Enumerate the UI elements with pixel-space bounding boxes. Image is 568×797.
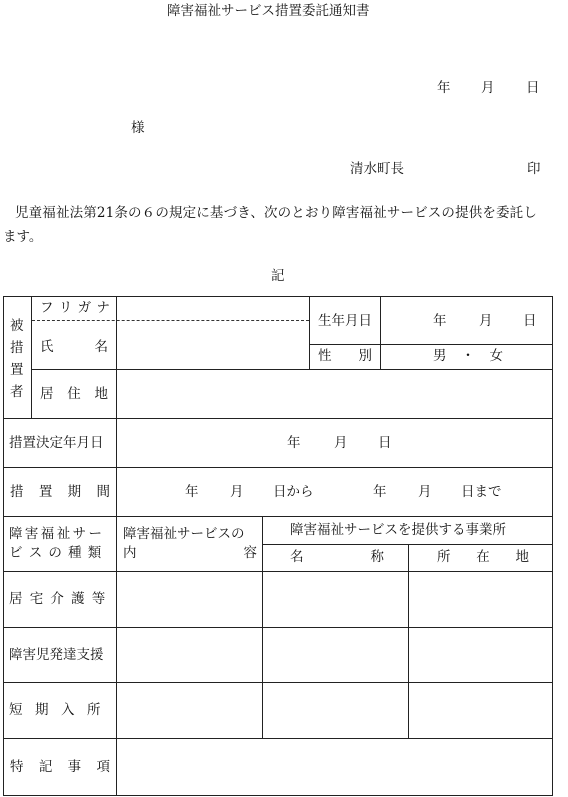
body-text-line-2: ます。: [3, 229, 43, 245]
address-input-cell[interactable]: [116, 369, 553, 419]
special-notes-label: [10, 759, 110, 776]
sex-label-char: 別: [358, 348, 372, 364]
address-label-char: 地: [94, 386, 108, 402]
person-label-char: 措: [10, 340, 24, 356]
special-notes-char: 記: [38, 759, 53, 775]
provider-name-label: [290, 549, 384, 566]
person-label-cell: [3, 296, 32, 419]
service-type-label-line1: 障害福祉サー: [9, 526, 105, 542]
service-type-label-cell: [3, 516, 117, 572]
service-row-provider-location-cell[interactable]: [408, 682, 553, 739]
period-to-month: 月: [418, 484, 432, 500]
provider-name-char: 称: [370, 549, 384, 565]
period-from-month: 月: [230, 484, 244, 500]
furigana-char: ガ: [77, 300, 92, 316]
period-from-year: 年: [185, 484, 199, 500]
period-label-char: 期: [67, 484, 82, 500]
provider-label-cell: [262, 516, 553, 545]
issue-date-month: 月: [481, 80, 495, 96]
address-label-char: 居: [40, 386, 54, 402]
provider-location-char: 所: [437, 549, 451, 565]
person-label-char: 被: [10, 318, 24, 334]
service-row-label-cell: [3, 571, 117, 628]
service-row-label-cell: [3, 682, 117, 739]
special-notes-char: 項: [96, 759, 110, 775]
service-row-label: 障害児発達支援: [9, 647, 104, 663]
period-value-cell[interactable]: [116, 467, 553, 517]
sex-options: [433, 348, 503, 365]
sex-label-char: 性: [318, 348, 332, 364]
service-row-provider-name-cell[interactable]: [262, 682, 409, 739]
body-text-line-1: 児童福祉法第21条の６の規定に基づき、次のとおり障害福祉サービスの提供を委託し: [15, 205, 537, 221]
special-notes-char: 特: [10, 759, 24, 775]
person-label-char: 置: [10, 362, 24, 378]
service-row-label: 短期入所: [9, 702, 113, 718]
period-from-day: 日から: [273, 484, 314, 500]
service-row-content-cell[interactable]: [116, 682, 263, 739]
service-row-provider-location-cell[interactable]: [408, 627, 553, 683]
birthdate-label: 生年月日: [318, 313, 372, 329]
sex-option-female[interactable]: 女: [489, 348, 503, 364]
decision-date-year: 年: [287, 435, 301, 451]
period-label-char: 措: [10, 484, 24, 500]
service-content-label-cell: [116, 516, 263, 572]
recipient-suffix: 様: [131, 120, 145, 136]
furigana-char: リ: [58, 300, 73, 316]
furigana-label: [40, 300, 110, 317]
provider-label: 障害福祉サービスを提供する事業所: [290, 522, 506, 538]
service-row-provider-name-cell[interactable]: [262, 571, 409, 628]
birthdate-label-cell: [309, 296, 381, 345]
ki-heading: 記: [271, 268, 285, 284]
provider-location-char: 在: [476, 549, 490, 565]
issue-date-day: 日: [526, 80, 540, 96]
special-notes-label-cell: [3, 738, 117, 796]
name-label-cell: [31, 296, 117, 370]
service-content-char: 内: [123, 545, 137, 561]
service-row-label-cell: [3, 627, 117, 683]
birthdate-month: 月: [479, 313, 493, 329]
person-label-char: 者: [10, 384, 24, 400]
provider-location-label-cell: [408, 544, 553, 572]
period-label-char: 間: [96, 484, 110, 500]
decision-date-value-cell[interactable]: [116, 418, 553, 468]
decision-date-day: 日: [378, 435, 392, 451]
address-label-cell: [31, 369, 117, 419]
period-to-year: 年: [373, 484, 387, 500]
issue-date-year: 年: [437, 80, 451, 96]
service-content-label-line1: 障害福祉サービスの: [123, 526, 245, 542]
form-table: [3, 296, 553, 796]
period-label-char: 置: [38, 484, 53, 500]
sex-value-cell[interactable]: [380, 344, 553, 370]
birthdate-value-cell[interactable]: [380, 296, 553, 345]
period-label-cell: [3, 467, 117, 517]
sex-label-cell: [309, 344, 381, 370]
name-label-char: 名: [94, 339, 108, 355]
service-row-content-cell[interactable]: [116, 627, 263, 683]
decision-date-month: 月: [334, 435, 348, 451]
provider-name-label-cell: [262, 544, 409, 572]
furigana-char: フ: [40, 300, 54, 316]
birthdate-year: 年: [433, 313, 447, 329]
special-notes-input-cell[interactable]: [116, 738, 553, 796]
service-content-label-line2: [123, 545, 257, 562]
document-title: 障害福祉サービス措置委託通知書: [167, 3, 370, 19]
name-input-cell[interactable]: [116, 296, 310, 370]
service-row-provider-name-cell[interactable]: [262, 627, 409, 683]
service-type-label-line2: ビスの種類: [9, 545, 108, 561]
service-row-label: 居宅介護等: [9, 591, 113, 607]
furigana-divider: [32, 320, 309, 321]
address-label-char: 住: [67, 386, 81, 402]
service-row-provider-location-cell[interactable]: [408, 571, 553, 628]
provider-location-label: [437, 549, 529, 566]
name-label-char: 氏: [40, 339, 54, 355]
period-label: [10, 484, 110, 501]
issuer-name: 清水町長: [350, 161, 404, 177]
provider-location-char: 地: [515, 549, 529, 565]
sex-option-male[interactable]: 男: [433, 348, 447, 364]
special-notes-char: 事: [67, 759, 82, 775]
service-content-char: 容: [243, 545, 257, 561]
furigana-char: ナ: [96, 300, 110, 316]
name-label: [40, 339, 108, 356]
sex-label: [318, 348, 372, 365]
address-label: [40, 386, 108, 403]
decision-date-label-cell: [3, 418, 117, 468]
sex-separator: ・: [461, 348, 475, 364]
service-row-content-cell[interactable]: [116, 571, 263, 628]
provider-name-char: 名: [290, 549, 304, 565]
decision-date-label: 措置決定年月日: [9, 435, 104, 451]
period-to-day: 日まで: [461, 484, 502, 500]
birthdate-day: 日: [523, 313, 537, 329]
seal-mark: 印: [527, 161, 541, 177]
